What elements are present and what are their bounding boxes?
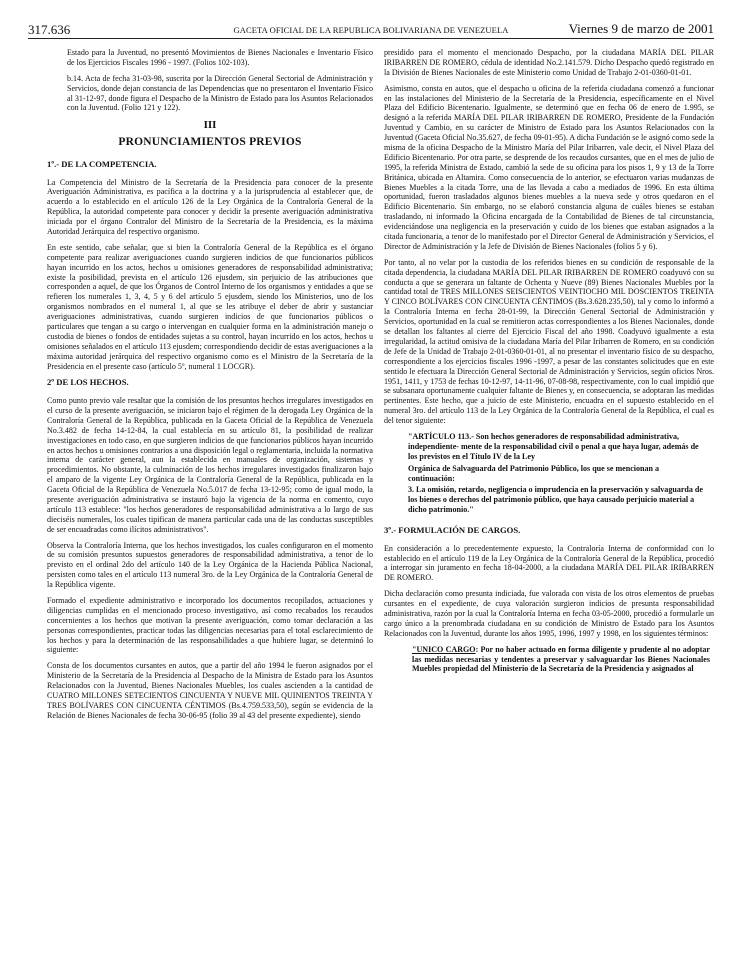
quotation-article: "ARTÍCULO 113.- Son hechos generadores de responsabilidad administrativa, independiente- mente de la responsabilidad civil o penal a que haya lugar, además de los previstos en el Título IV de la Ley bbox=[408, 431, 699, 461]
page-header bbox=[28, 22, 714, 38]
left-column bbox=[47, 48, 373, 973]
quotation-numeral: 3. La omisión, retardo, negligencia o imprudencia en la preservación y salvaguarda de los bienes o derechos del patrimonio público, que haya causado perjuicio material a dicho patrimonio." bbox=[408, 485, 703, 515]
issue-date: Viernes 9 de marzo de 2001 bbox=[568, 21, 714, 36]
paragraph: En este sentido, cabe señalar, que si bien la Contraloría General de la República es el órgano competente para realizar averiguaciones cuando surgieren indicios de que funcionarios públicos hayan incurrido en los actos, hechos u omisiones generadores de responsabilidad administrativa; existe la posibilidad, prevista en el artículo 126 ejusdem, sin perjuicio de las atribuciones que corresponden a aquel, de que los Órganos de Control Interno de los organismos y entidades a que se refieren los numerales 1, 3, 4, 5 y 6 del artículo 5 ejusdem, siendo los Ministerios, uno de los organismos nombrados en el numeral 1, al que se les atribuye el deber de abrir y sustanciar averiguaciones administrativas, cuando surgieren indicios de que funcionarios públicos o particulares que tengan a su cargo o intervengan en cualquier forma en la administración manejo o custodia de bienes o fondos de entidades sujetas a su control, hayan incurrido en los actos, hechos u omisiones señalados en el artículo 113 ejusdem; correspondiendo decidir de estas averiguaciones a la máxima autoridad jerárquica del respectivo organismo como es el Ministro de la Secretaría de la Presidencia en el presente caso (artículo 5º, numeral 1 LOCGR). bbox=[47, 242, 373, 371]
charge-label: "UNICO CARGO bbox=[412, 644, 476, 654]
paragraph: Por tanto, al no velar por la custodia de los referidos bienes en su condición de responsable de la citada dependencia, la ciudadana MARÍA DEL PILAR IRIBARREN DE ROMERO coadyuvó con su conducta a que se generara un faltante de Ochenta y Nueve (89) Bienes Nacionales Muebles por la cantidad total de TRES MILLONES SEISCIENTOS VEINTIOCHO MIL DOSCIENTOS TREINTA Y CINCO BOLÍVARES CON CINCUENTA CÉNTIMOS (Bs.3.628.235,50), tal y como lo informó a la Contraloría Interna en fecha 28-01-99, la Dirección General Sectorial de Administración y Servicios, oportunidad en la cual se remitieron actas correspondientes a los Bienes Nacionales, donde se detallan los faltantes al cierre del Ejercicio Fiscal del año 1998. Coadyuvó igualmente a esta irregularidad, la actitud omisiva de la ciudadana María del Pilar Iribarren de Romero, en su condición de Jefe de la Unidad de Trabajo 2-01-0360-01-01, al no presentar el inventario físico de su despacho, correspondiente a los ejercicios fiscales 1996 -1997, a pesar de las constantes solicitudes que en este sentido le efectuara la Dirección General Sectorial de Administración y Servicios, según oficios Nros. 1951, 1411, y 1753 de fechas 10-12-97, 14-11-96, 07-08-98, respectivamente, con lo cual impidió que se subsanara oportunamente cualquier faltante de Bienes y, en consecuencia, se adoptaran las medidas pertinentes. Este hecho, que a juicio de este Ministerio, encuadra en el supuesto establecido en el numeral 3ro. del artículo 113 de la Ley Orgánica de la Contraloría General de la República, el cual es del tenor siguiente: bbox=[384, 257, 714, 426]
paragraph: Asimismo, consta en autos, que el despacho u oficina de la referida ciudadana comenzó a funcionar en las instalaciones del Ministerio de la Secretaría de la Presidencia, específicamente en el Nivel Plaza del Edificio Bicentenario. Igualmente, se determinó que en fecha 06 de enero de 1.995, se designó a la referida MARÍA DEL PILAR IRIBARREN DE ROMERO, Presidente de la Fundación Juventud y Cambio, en su carácter de Ministro de Estado para los Asuntos Relacionados con la Juventud (Gaceta Oficial No.35.627, de fecha 09-01-95). A dicha Fundación se le asignó como sede la misma de la oficina Despacho de la Ministro María del Pilar Iribarren, vale decir, el Nivel Plaza del Edificio Bicentenario. Por otra parte, se desprende de los recaudos cursantes, que en el mes de julio de 1995, la referida Ministra de Estado, cambió la sede de su oficina para los pisos 1, 9 y 13 de la Torre Británica, ubicada en Altamira. Como consecuencia de lo anterior, se efectuaron varias mudanzas de Bienes Muebles a la citada Torre, una de las llevada a cabo a mediados de 1996. En esta última oportunidad, fueron trasladados algunos bienes muebles a la nueva sede y otros quedaron en el Edificio Bicentenario. Sin embargo, no se elaboró constancia alguna de cuáles bienes se estaban trasladando, ni informado la Oficina encargada de la Contabilidad de Bienes de tal circunstancia, evidenciándose una negligencia en la preservación y cuido de los bienes que estaban asignados a la citada funcionaria, a tenor de lo manifestado por el Director General de Administración y Servicios, el Director de Administración y la Jefe de División de Bienes Nacionales (folios 5 y 6). bbox=[384, 83, 714, 251]
header-rule bbox=[28, 38, 714, 39]
charge-body: : Por no haber actuado en forma diligente y prudente al no adoptar las medidas necesarias y tendentes a preservar y salvaguardar los Bienes Nacionales Muebles propiedad del Ministerio de la Secretaría de la Presidencia y asignados al bbox=[412, 644, 710, 674]
right-column bbox=[384, 48, 714, 973]
paragraph: b.14. Acta de fecha 31-03-98, suscrita por la Dirección General Sectorial de Administración y Servicios, donde dejan constancia de las Dependencias que no presentaron el Inventario Físico al 31-12-97, donde figura el Despacho de la Ministro de Estado para los Asuntos Relacionados con la Juventud. (Folio 121 y 122). bbox=[67, 73, 373, 113]
paragraph: Como punto previo vale resaltar que la comisión de los presuntos hechos irregulares investigados en el curso de la presente averiguación, se iniciaron bajo el régimen de la derogada Ley Orgánica de la Contraloría General de la República, publicada en la Gaceta Oficial de la República de Venezuela No.3.482 de fecha 14-12-84, la cual establecía en su artículo 81, la posibilidad de realizar investigaciones en todo caso, en que surgieren indicios de que funcionarios públicos hayan incurrido en actos hechos u omisiones contrarios a una disposición legal o reglamentaria, incluida la normativa interna de carácter general, aun la establecida en manuales de organización, sistemas y procedimientos. No obstante, la culminación de los hechos irregulares investigados finalizaron bajo el amparo de la vigente Ley Orgánica de la Contraloría General de la República, publicada en la Gaceta Oficial de la República de Venezuela No.5.017 de fecha 13-12-95; como de igual modo, la presente averiguación administrativa se instauró bajo la vigencia de la norma en comento, cuyo artículo 113 establece: "los hechos generadores de responsabilidad administrativa a lo largo de sus dieciséis numerales, los cuales tipifican de manera particular cada una de las conductas susceptibles de ser encuadradas como ilícitos administrativos". bbox=[47, 396, 373, 534]
section-roman-numeral: III bbox=[203, 119, 217, 132]
paragraph: Formado el expediente administrativo e incorporado los documentos recopilados, actuaciones y diligencias cumplidas en el mencionado proceso investigativo, así como recabados los recaudos concernientes a los hechos que motivan la presente averiguación, como tomar declaración a las personas correspondientes, practicar todas las diligencias necesarias para el total esclarecimiento de los hechos y para la determinación de las responsabilidades a que hubiere lugar, se determinó lo siguiente: bbox=[47, 595, 373, 655]
paragraph: Observa la Contraloría Interna, que los hechos investigados, los cuales configuraron en el momento de su comisión presuntos supuestos generadores de responsabilidad administrativa, a tenor de lo previsto en el ordinal 2do del artículo 140 de la Ley Orgánica de la Hacienda Pública Nacional, persisten como tales en el artículo 113 numeral 3ro. de la Ley Orgánica de la Contraloría General de la República vigente. bbox=[47, 540, 373, 590]
paragraph: En consideración a lo precedentemente expuesto, la Contraloría Interna de conformidad con lo establecido en el artículo 119 de la Ley Orgánica de la Contraloría General de la República, procedió a interrogar sin juramento en fecha 18-04-2000, a la ciudadana MARÍA DEL PILAR IRIBARREN DE ROMERO. bbox=[384, 543, 714, 583]
subsection-heading: 2º DE LOS HECHOS. bbox=[47, 377, 129, 388]
paragraph: Consta de los documentos cursantes en autos, que a partir del año 1994 le fueron asignados por el Ministerio de la Secretaría de la Presidencia al Despacho de la Ministra de Estado para los Asuntos Relacionados con la Juventud, Bienes Nacionales Muebles, los cuales ascienden a la cantidad de CUATRO MILLONES SETECIENTOS CINCUENTA Y NUEVE MIL QUINIENTOS TREINTA Y TRES BOLÍVARES CON CINCUENTA CÉNTIMOS (Bs.4.759.533,50), según se evidencia de la Relación de Bienes Nacionales de fecha 30-06-95 (folio 39 al 43 del presente expediente), siendo bbox=[47, 661, 373, 720]
publication-title: GACETA OFICIAL DE LA REPUBLICA BOLIVARIANA DE VENEZUELA bbox=[233, 25, 509, 35]
paragraph: Estado para la Juventud, no presentó Movimientos de Bienes Nacionales e Inventario Físico de los Ejercicios Fiscales 1996 - 1997. (Folios 102-103). bbox=[67, 48, 373, 67]
subsection-heading: 1º.- DE LA COMPETENCIA. bbox=[47, 159, 157, 169]
charge-block bbox=[384, 645, 714, 675]
charge-text bbox=[412, 645, 710, 675]
section-title: PRONUNCIAMIENTOS PREVIOS bbox=[118, 135, 302, 148]
paragraph: La Competencia del Ministro de la Secretaría de la Presidencia para conocer de la presente Averiguación Administrativa, es pacífica a la doctrina y a la jurisprudencia al establecer que, de acuerdo a lo establecido en el artículo 126 de la Ley Orgánica de la Contraloría General de la República, la autoridad competente para conocer y decidir la presente averiguación administrativa iniciada por el órgano Contralor del Ministro de la Secretaría de la Presidencia, es la máxima Autoridad Jerárquica del respectivo organismo. bbox=[47, 177, 373, 237]
page-number: 317.636 bbox=[28, 22, 71, 37]
legal-quotation bbox=[384, 432, 714, 515]
paragraph: Dicha declaración como presunta indiciada, fue valorada con vista de los otros elementos de pruebas cursantes en el expediente, de cuya valoración surgieron indicios de presunta responsabilidad administrativa, razón por la cual la Contraloría Interna en fecha 03-05-2000, procedió a formularle un cargo único a la prenombrada ciudadana en su condición de Ministro de Estado para los Asuntos Relacionados con la Juventud, durante los años 1995, 1996, 1997 y 1998, en los siguientes términos: bbox=[384, 589, 714, 638]
quotation-law-name: Orgánica de Salvaguarda del Patrimonio Público, los que se mencionan a continuación: bbox=[408, 463, 660, 483]
subsection-heading: 3º.- FORMULACIÓN DE CARGOS. bbox=[384, 525, 521, 536]
paragraph: presidido para el momento el mencionado Despacho, por la ciudadana MARÍA DEL PILAR IRIBARREN DE ROMERO, cédula de identidad No.2.141.579. Dicho Despacho quedó registrado en la División de Bienes Nacionales de este Ministerio como Unidad de Trabajo 2-01-0360-01-01. bbox=[384, 48, 714, 77]
